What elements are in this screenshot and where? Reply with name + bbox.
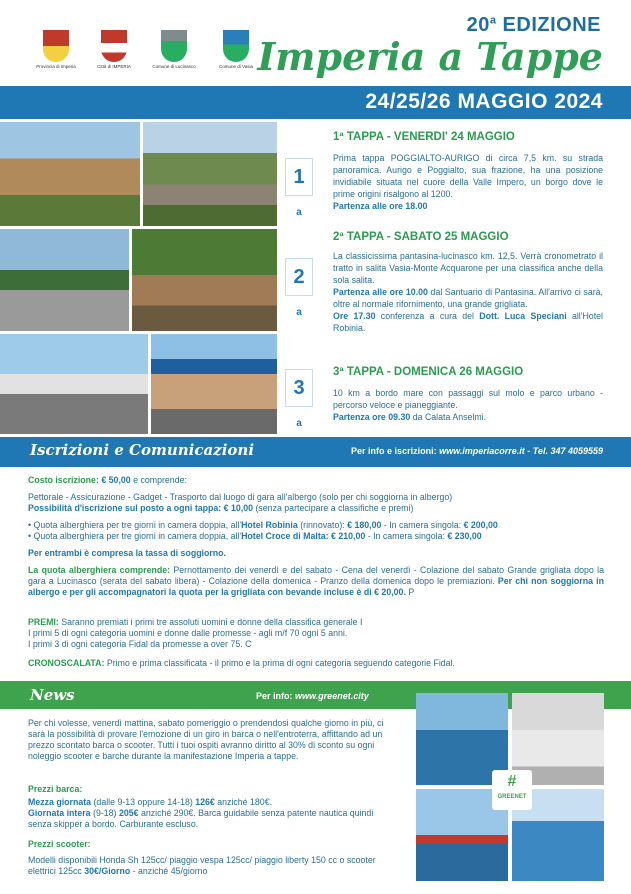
photo-aurigo-village: [0, 122, 140, 226]
tassa-line: Per entrambi è compresa la tassa di soggiorno.: [28, 548, 226, 558]
event-title: Imperia a Tappe: [257, 34, 603, 79]
stage-number-3: 3 $^a$: [285, 369, 313, 407]
croce-line: • Quota alberghiera per tre giorni in camera doppia, all'Hotel Croce di Malta: € 210,00 - In camera singola: € 230,00: [28, 531, 482, 541]
greenet-icon: #: [507, 773, 517, 790]
logo-comune-vasia: [210, 30, 262, 92]
photo-runners-start: [0, 229, 129, 331]
photo-harbour: [0, 334, 148, 434]
prezzi-barca-label: Prezzi barca:: [28, 784, 83, 794]
prezzi-scooter-label: Prezzi scooter:: [28, 839, 91, 849]
coat-of-arms-icon: [161, 30, 187, 62]
photo-grigliata: [132, 229, 277, 331]
logo-comune-lucinasco: [148, 30, 200, 92]
stage-1-text: Prima tappa POGGIALTO-AURIGO di circa 7,5 km. su strada panoramica. Aurigo e Poggialto, sua frazione, ha una posizione invidiabile situata nel cuore della Valle Impero, un borgo dove le prime origini risalgono al 1200. Partenza alle ore 18.00: [333, 153, 603, 211]
stage-number-1: 1 $^a$: [285, 158, 313, 196]
coat-of-arms-icon: [223, 30, 249, 62]
stage-number-2: 2 $^a$: [285, 258, 313, 296]
logo-label: Città di IMPERIA: [97, 64, 131, 69]
event-dates: 24/25/26 MAGGIO 2024: [365, 90, 603, 113]
stage-2-text: La classicissima pantasina-lucinasco km. 12,5. Verrà cronometrato il tratto in salita Vasia-Monte Acquarone per una classifica anche della sola salita. Partenza alle ore 10.00 dal Santuario di Pantasina. All'arrivo ci sarà, oltre al normale rifornimento, una grande grigliata. Ore 17.30 conferenza a cura del Dott. Luca Speciani all'Hotel Robinia.: [333, 251, 603, 333]
prezzi-barca: Mezza giornata (dalle 9-13 oppure 14-18) 126€ anziché 180€. Giornata intera (9-18) 205€ anziché 290€. Barca guidabile senza patente nautica quindi senza skipper a bordo. Carburante escluso.: [28, 797, 374, 829]
iscrizioni-contact: Per info e iscrizioni: www.imperiacorre.it - Tel. 347 4059559: [351, 446, 603, 456]
stage-1-heading: 1ª TAPPA - VENERDI' 24 MAGGIO: [333, 131, 515, 143]
prezzi-scooter: Modelli disponibili Honda Sh 125cc/ piaggio vespa 125cc/ piaggio liberty 150 cc o scooter elettrici 125cc 30€/Giorno - anziché 45/giorno: [28, 855, 376, 876]
news-title: News: [30, 686, 75, 704]
logo-citta-imperia: [88, 30, 140, 92]
edition-label: 20$^a$ EDIZIONE: [466, 14, 601, 36]
greenet-logo: [492, 770, 532, 810]
logo-label: Comune di Lucinasco: [152, 64, 196, 69]
logo-provincia-imperia: [30, 30, 82, 92]
coat-of-arms-icon: [101, 30, 127, 62]
crono-line: CRONOSCALATA: Primo e prima classificata - il primo e la prima di ogni categoria seguendo categorie Fidal.: [28, 658, 455, 668]
stage-3-text: 10 km a bordo mare con passaggi sul molo e parco urbano - percorso veloce e pianeggiante. Partenza ore 09.30 da Calata Anselmi.: [333, 388, 603, 422]
logo-label: Comune di Vasia: [219, 64, 253, 69]
iscrizioni-band: [0, 437, 631, 467]
news-contact: Per info: www.greenet.city: [256, 691, 369, 701]
iscrizioni-title: Iscrizioni e Comunicazioni: [30, 441, 255, 459]
photo-stone-bridge: [143, 122, 277, 226]
coat-of-arms-icon: [43, 30, 69, 62]
news-intro: Per chi volesse, venerdì mattina, sabato pomeriggio o prendendosi qualche giorno in più, ci sarà la possibilità di provare l'emozione di un giro in barca o nell'entroterra, affittando ad un prezzo scontato barca o scooter. Tutti i tuoi ospiti avranno diritto al 30% di sconto su ogni noleggio scooter e barche durante la manifestazione Imperia a tappe.: [28, 718, 384, 761]
costo-line: Costo iscrizione: € 50,00 e comprende:: [28, 475, 187, 485]
stage-3-heading: 3ª TAPPA - DOMENICA 26 MAGGIO: [333, 366, 524, 378]
premi-paragraph: PREMI: Saranno premiati i primi tre assoluti uomini e donne della classifica generale I I primi 5 di ogni categoria uomini e donne dalle promesse - agli m/f 70 ogni 5 anni. I primi 3 di ogni categoria Fidal da promesse a over 75. C: [28, 617, 363, 649]
stage-2-heading: 2ª TAPPA - SABATO 25 MAGGIO: [333, 231, 509, 243]
greenet-label: GREENET: [497, 794, 527, 800]
robinia-line: • Quota alberghiera per tre giorni in camera doppia, all'Hotel Robinia (rinnovato): € 180,00 - In camera singola: € 200,00: [28, 520, 498, 530]
quota-paragraph: La quota alberghiera comprende: Pernottamento dei venerdì e del sabato - Cena del venerdì - Colazione del sabato Grande grigliata dopo la gara a Lucinasco (serata del sabato libera) - Colazione della domenica - Pranzo della domenica dopo le premiazioni. Per chi non soggiorna in albergo e per gli accompagnatori la quota per la grigliata con bevande incluse è di € 20,00. P: [28, 565, 605, 597]
logo-label: Provincia di Imperia: [36, 64, 76, 69]
comprende-line: Pettorale - Assicurazione - Gadget - Trasporto dal luogo di gara all'albergo (solo per chi soggiorna in albergo) Possibilità d'iscrizione sul posto a ogni tappa: € 10,00 (senza partecipare a classifiche e premi): [28, 492, 453, 513]
photo-finish-arch: [151, 334, 277, 434]
dates-band: [0, 86, 631, 119]
